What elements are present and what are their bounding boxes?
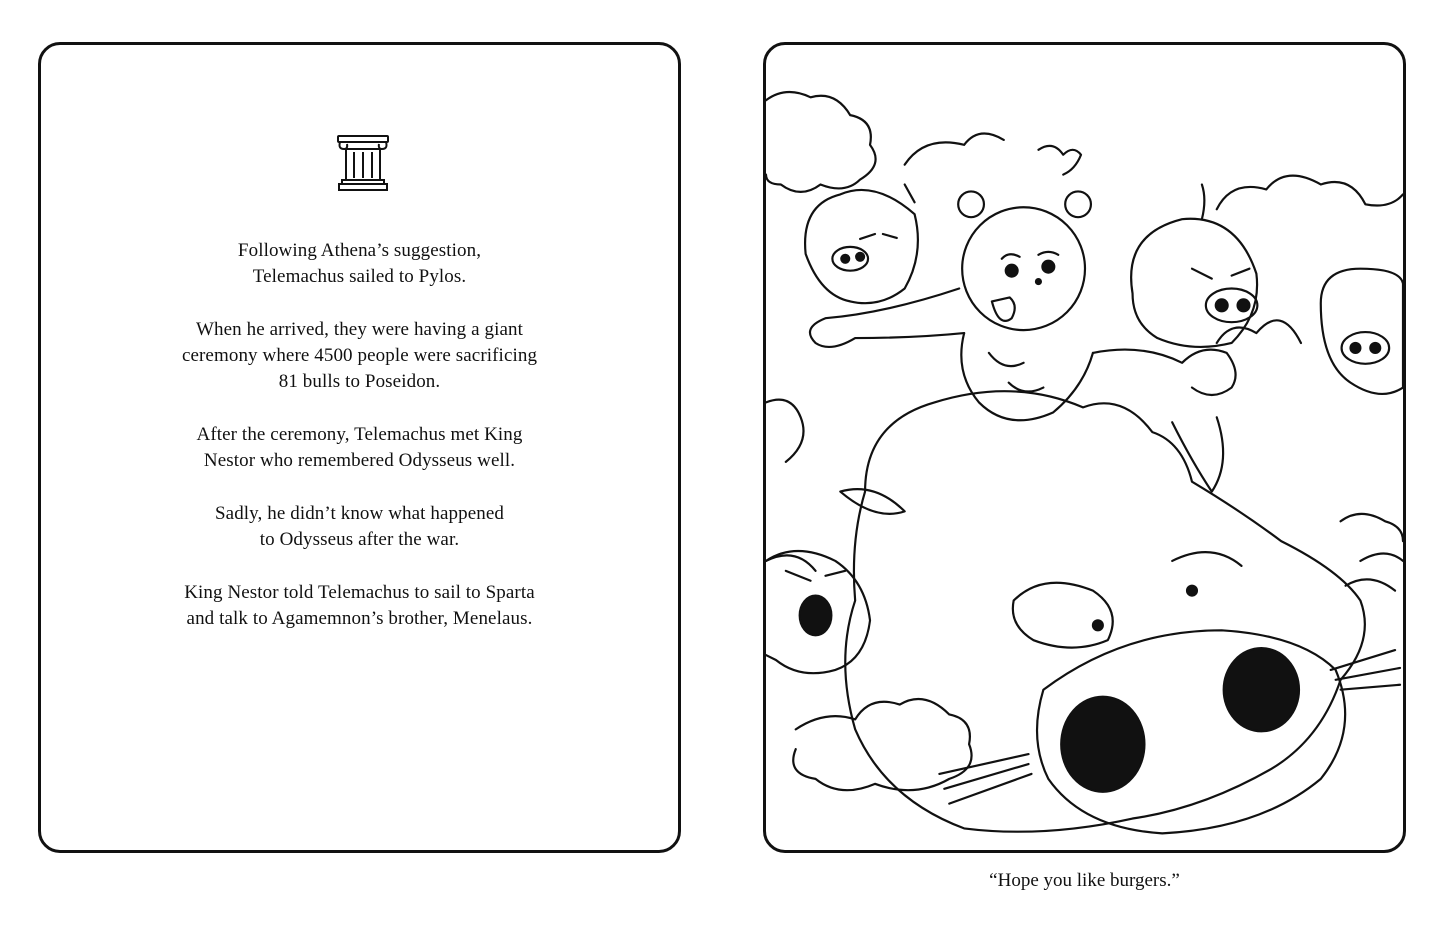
story-paragraph-4 <box>41 501 678 553</box>
story-paragraph-2 <box>41 317 678 395</box>
story-line: ceremony where 4500 people were sacrificing <box>181 345 538 366</box>
story-paragraph-5 <box>41 580 678 632</box>
story-line: When he arrived, they were having a giant <box>196 319 523 340</box>
ionic-column-icon <box>334 133 392 193</box>
illustration-caption: “Hope you like burgers.” <box>989 870 1180 891</box>
story-line: Following Athena’s suggestion, <box>237 240 482 261</box>
story-line: Sadly, he didn’t know what happened <box>215 503 504 524</box>
story-line: After the ceremony, Telemachus met King <box>196 424 523 445</box>
story-line: Nestor who remembered Odysseus well. <box>203 450 516 471</box>
story-text <box>41 238 678 659</box>
story-line: and talk to Agamemnon’s brother, Menelaus. <box>186 608 533 629</box>
story-paragraph-1 <box>41 238 678 290</box>
story-line: to Odysseus after the war. <box>259 529 460 550</box>
story-line: 81 bulls to Poseidon. <box>278 371 441 392</box>
story-line: Telemachus sailed to Pylos. <box>252 266 467 287</box>
left-page-frame <box>38 42 681 853</box>
story-line: King Nestor told Telemachus to sail to Sparta <box>184 582 535 603</box>
story-paragraph-3 <box>41 422 678 474</box>
bulls-illustration <box>766 45 1403 850</box>
illustration-frame <box>763 42 1406 853</box>
